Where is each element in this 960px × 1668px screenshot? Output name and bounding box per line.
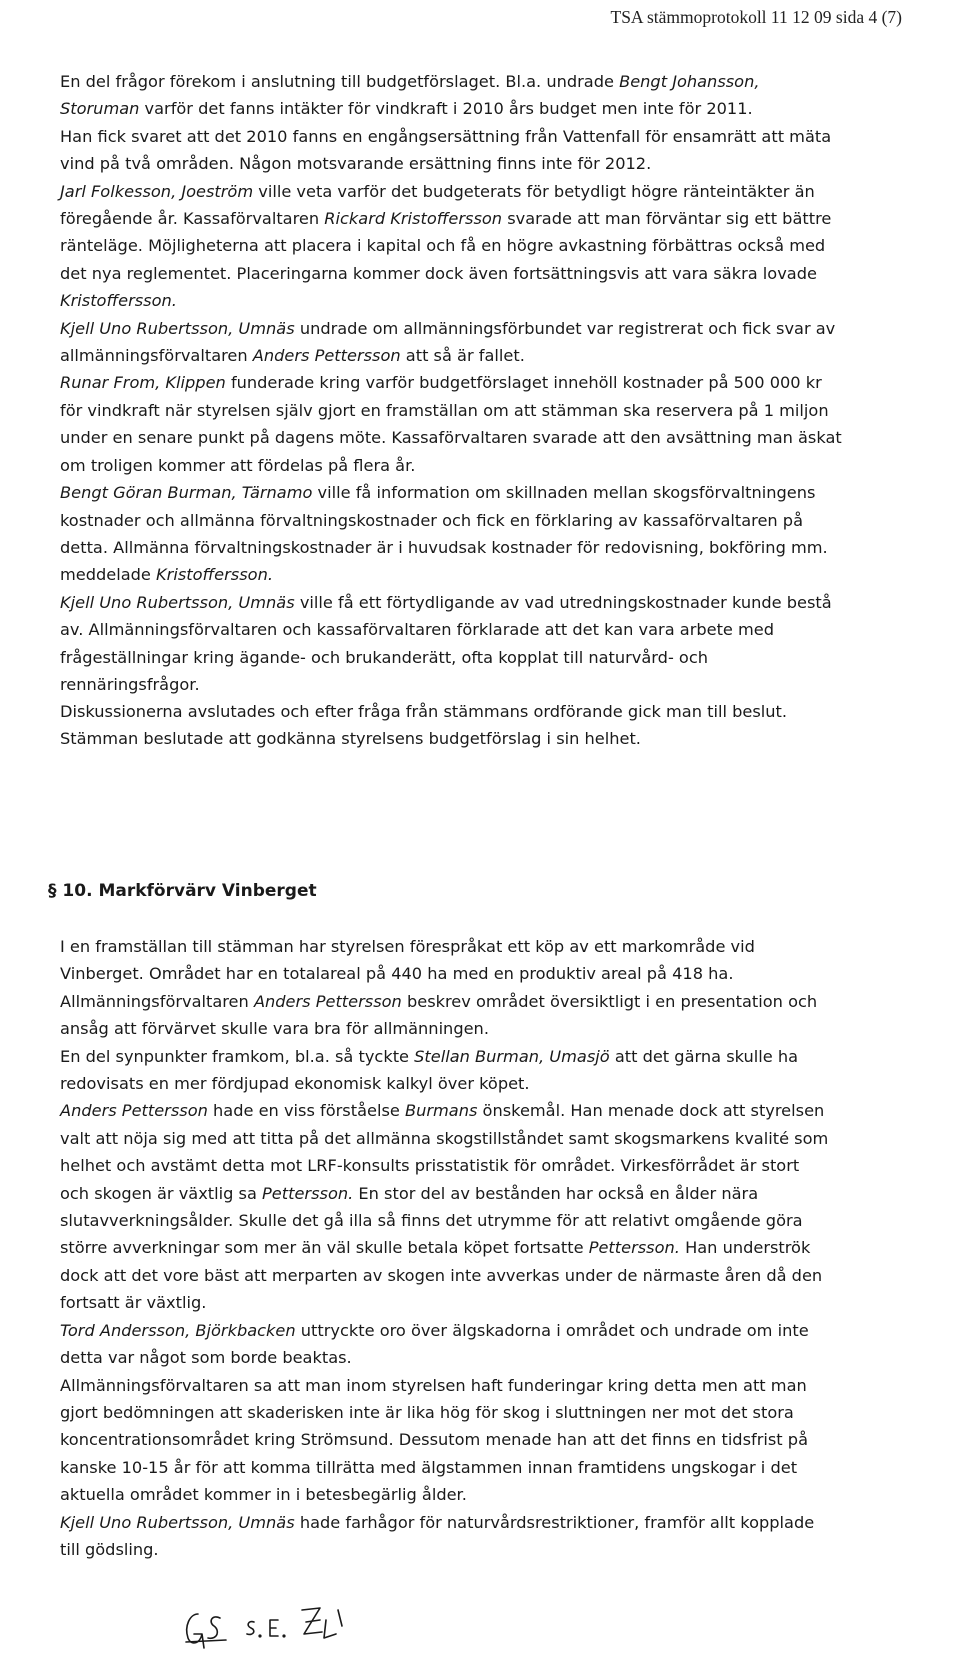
text-segment: frågeställningar kring ägande- och brukanderätt, ofta kopplat till naturvård- och [60, 647, 708, 667]
text-segment: uttryckte oro över älgskadorna i området och undrade om inte [295, 1320, 809, 1340]
text-segment: koncentrationsområdet kring Strömsund. Dessutom menade han att det finns en tidsfrist på [60, 1430, 808, 1450]
text-line [60, 1070, 914, 1097]
text-segment: ansåg att förvärvet skulle vara bra för allmänningen. [60, 1019, 489, 1039]
text-segment: under en senare punkt på dagens möte. Kassaförvaltaren svarade att den avsättning man äskat [60, 428, 842, 448]
budget-conclusion-block [60, 698, 914, 753]
text-segment: ville få information om skillnaden mellan skogsförvaltningens [312, 483, 816, 503]
person-name: Stellan Burman, Umasjö [414, 1046, 610, 1066]
page-header: TSA stämmoprotokoll 11 12 09 sida 4 (7) [610, 7, 902, 27]
person-name: Kjell Uno Rubertsson, Umnäs [60, 318, 295, 338]
text-segment: dock att det vore bäst att merparten av skogen inte avverkas under de närmaste åren då den [60, 1265, 823, 1285]
person-name: Bengt Göran Burman, Tärnamo [60, 483, 313, 503]
text-segment: Han fick svaret att det 2010 fanns en engångsersättning från Vattenfall för ensamrätt att mäta [60, 126, 832, 146]
section10-body [60, 933, 914, 1563]
text-line [60, 1317, 914, 1344]
person-name: Burmans [405, 1101, 478, 1121]
text-segment: ville veta varför det budgeterats för betydligt högre ränteintäkter än [253, 181, 815, 201]
text-segment: kostnader och allmänna förvaltningskostnader och fick en förklaring av kassaförvaltaren på [60, 510, 804, 530]
text-line [60, 424, 914, 451]
text-line [60, 123, 914, 150]
person-name: Storuman [60, 99, 140, 119]
text-line [60, 397, 914, 424]
section-heading: § 10. Markförvärv Vinberget [48, 881, 317, 901]
text-segment: detta. Allmänna förvaltningskostnader är i huvudsak kostnader för redovisning, bokföring mm. [60, 537, 828, 557]
text-segment: Allmänningsförvaltaren sa att man inom styrelsen haft funderingar kring detta men att man [60, 1375, 807, 1395]
text-segment: En stor del av bestånden har också en ålder nära [353, 1183, 759, 1203]
text-line [60, 589, 914, 616]
text-line [60, 960, 914, 987]
text-line [60, 260, 914, 287]
text-line [60, 452, 914, 479]
person-name: Anders Pettersson [252, 346, 401, 366]
text-segment: valt att nöja sig med att titta på det allmänna skogstillståndet samt skogsmarkens kvalité som [60, 1128, 829, 1148]
person-name: Anders Pettersson [253, 991, 402, 1011]
text-line [60, 698, 914, 725]
text-line [60, 315, 914, 342]
text-segment: beskrev området översiktligt i en presentation och [401, 991, 818, 1011]
text-segment: för vindkraft när styrelsen själv gjort en framställan om att stämman ska reservera på 1 miljon [60, 400, 829, 420]
text-segment: varför det fanns intäkter för vindkraft i 2010 års budget men inte för 2011. [139, 99, 753, 119]
text-line [60, 178, 914, 205]
text-line [60, 95, 914, 122]
text-line [60, 1262, 914, 1289]
text-segment: ville få ett förtydligande av vad utredningskostnader kunde bestå [294, 592, 832, 612]
text-line [60, 232, 914, 259]
text-line [60, 479, 914, 506]
text-line [60, 150, 914, 177]
text-line [60, 644, 914, 671]
person-name: Bengt Johansson, [619, 72, 760, 91]
person-name: Runar From, Klippen [60, 373, 226, 393]
text-line [60, 205, 914, 232]
text-line [60, 1289, 914, 1316]
text-segment: allmänningsförvaltaren [60, 346, 253, 366]
text-line [60, 1344, 914, 1371]
text-segment: hade farhågor för naturvårdsrestriktioner, framför allt kopplade [294, 1512, 815, 1532]
person-name: Kristoffersson. [60, 291, 177, 311]
person-name: Kjell Uno Rubertsson, Umnäs [60, 1512, 295, 1532]
text-line [60, 1207, 914, 1234]
text-segment: funderade kring varför budgetförslaget innehöll kostnader på 500 000 kr [225, 373, 822, 393]
person-name: Kjell Uno Rubertsson, Umnäs [60, 592, 295, 612]
person-name: Pettersson. [588, 1238, 680, 1258]
text-segment: vind på två områden. Någon motsvarande ersättning finns inte för 2012. [60, 154, 652, 174]
text-segment: hade en viss förståelse [207, 1101, 405, 1121]
text-line [60, 287, 914, 314]
text-segment: aktuella området kommer in i betesbegärlig ålder. [60, 1485, 467, 1505]
text-segment: En del frågor förekom i anslutning till budgetförslaget. Bl.a. undrade [60, 72, 620, 91]
text-segment: och skogen är växtlig sa [60, 1183, 263, 1203]
text-segment: större avverkningar som mer än väl skulle betala köpet fortsatte [60, 1238, 589, 1258]
person-name: Tord Andersson, Björkbacken [60, 1320, 296, 1340]
text-line [60, 616, 914, 643]
text-line [60, 1454, 914, 1481]
text-line [60, 1372, 914, 1399]
text-line [60, 68, 914, 95]
text-line [60, 1043, 914, 1070]
text-segment: rennäringsfrågor. [60, 674, 200, 694]
signature-image [180, 1600, 380, 1656]
text-segment: till gödsling. [60, 1539, 159, 1559]
text-line [60, 988, 914, 1015]
text-line [60, 1125, 914, 1152]
text-segment: fortsatt är växtlig. [60, 1293, 207, 1313]
text-segment: Allmänningsförvaltaren [60, 991, 254, 1011]
text-line [60, 342, 914, 369]
text-segment: meddelade [60, 565, 157, 585]
text-segment: Stämman beslutade att godkänna styrelsens budgetförslag i sin helhet. [60, 729, 641, 749]
text-segment: önskemål. Han menade dock att styrelsen [477, 1101, 825, 1121]
text-segment: helhet och avstämt detta mot LRF-konsults prisstatistik för området. Virkesförrådet är stort [60, 1156, 800, 1176]
text-segment: detta var något som borde beaktas. [60, 1348, 352, 1368]
text-segment: att så är fallet. [400, 346, 525, 366]
text-line [60, 933, 914, 960]
text-line [60, 1509, 914, 1536]
text-line [60, 507, 914, 534]
text-segment: redovisats en mer fördjupad ekonomisk kalkyl över köpet. [60, 1074, 530, 1094]
text-segment: ränteläge. Möjligheterna att placera i kapital och få en högre avkastning förbättras också med [60, 236, 826, 256]
text-segment: att det gärna skulle ha [609, 1046, 799, 1066]
text-segment: av. Allmänningsförvaltaren och kassaförvaltaren förklarade att det kan vara arbete med [60, 620, 775, 640]
text-line [60, 534, 914, 561]
text-segment: Diskussionerna avslutades och efter fråga från stämmans ordförande gick man till beslut. [60, 702, 788, 721]
text-line [60, 369, 914, 396]
text-segment: undrade om allmänningsförbundet var registrerat och fick svar av [294, 318, 836, 338]
text-segment: det nya reglementet. Placeringarna kommer dock även fortsättningsvis att vara säkra lovade [60, 263, 817, 283]
text-segment: Vinberget. Området har en totalareal på 440 ha med en produktiv areal på 418 ha. [60, 964, 734, 984]
text-line [60, 1097, 914, 1124]
text-line [60, 1426, 914, 1453]
text-segment: föregående år. Kassaförvaltaren [60, 209, 325, 229]
text-line [60, 1152, 914, 1179]
text-line [60, 1180, 914, 1207]
handwritten-initials [180, 1600, 380, 1664]
text-line [60, 1234, 914, 1261]
text-line [60, 1399, 914, 1426]
text-segment: kanske 10-15 år för att komma tillrätta med älgstammen innan framtidens ungskogar i det [60, 1457, 798, 1477]
text-line [60, 725, 914, 752]
text-segment: slutavverkningsålder. Skulle det gå illa så finns det utrymme för att relativt omgående göra [60, 1211, 803, 1231]
text-segment: om troligen kommer att fördelas på flera år. [60, 455, 416, 475]
person-name: Jarl Folkesson, Joeström [60, 181, 254, 201]
text-line [60, 561, 914, 588]
person-name: Anders Pettersson [60, 1101, 208, 1121]
person-name: Kristoffersson. [156, 565, 273, 585]
person-name: Pettersson. [262, 1183, 354, 1203]
person-name: Rickard Kristoffersson [324, 209, 503, 229]
text-segment: gjort bedömningen att skaderisken inte är lika hög för skog i sluttningen ner mot det stora [60, 1402, 794, 1422]
text-line [60, 1015, 914, 1042]
text-line [60, 1536, 914, 1563]
text-segment: svarade att man förväntar sig ett bättre [502, 209, 832, 229]
text-line [60, 1481, 914, 1508]
text-segment: En del synpunkter framkom, bl.a. så tyckte [60, 1046, 415, 1066]
text-segment: I en framställan till stämman har styrelsen förespråkat ett köp av ett markområde vid [60, 937, 755, 956]
text-line [60, 671, 914, 698]
text-segment: Han underströk [679, 1238, 811, 1258]
budget-discussion-block [60, 68, 914, 698]
